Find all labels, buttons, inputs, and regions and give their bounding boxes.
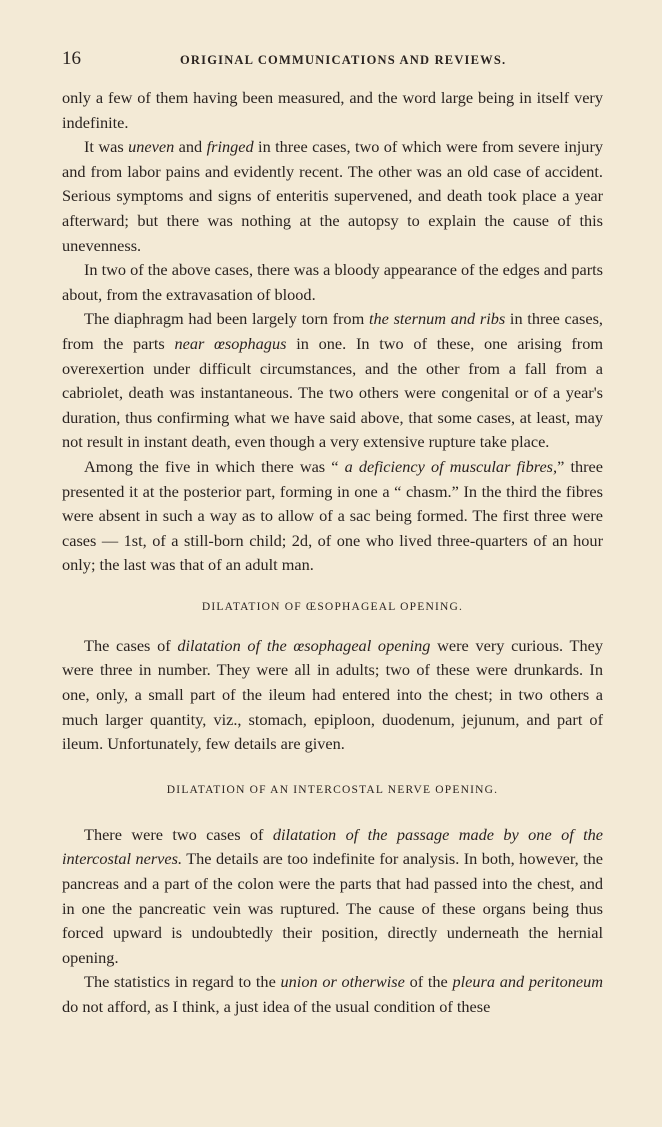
text: in three cases, two of which were from severe injury and from labor pains and evidently recent. The other was an old case of accident. Serious symptoms and signs of enteritis supervened, and death took place a year afterward; but there was nothing at the autopsy to explain the cause of this unevenness. [62, 137, 604, 255]
italic-term: uneven [128, 137, 175, 157]
text: were very curious. They were three in number. They were all in adults; two of these were drunkards. In one, only, a small part of the ileum had entered into the chest; in two others a much larger quantity, viz., stomach, epiploon, duodenum, jejunum, and part of ileum. Unfortunately, few details are given. [62, 635, 603, 754]
paragraph [62, 970, 603, 1019]
page-number: 16 [62, 48, 81, 69]
paragraph [62, 307, 603, 455]
text: and [174, 137, 207, 157]
text: Among the five in which there was “ [84, 456, 345, 476]
paragraph [62, 135, 603, 258]
paragraph [62, 823, 603, 971]
italic-term: dilatation of the œsophageal opening [177, 635, 431, 655]
text: There were two cases of [84, 824, 273, 844]
running-head: ORIGINAL COMMUNICATIONS AND REVIEWS. [180, 53, 507, 67]
text: It was [84, 137, 129, 157]
paragraph [62, 455, 603, 578]
text: The cases of [84, 635, 178, 655]
text: ” three presented it at the posterior part, forming in one a “ chasm.” In the third the fibres were absent in such a way as to allow of a sac being formed. The first three were cases — 1st, of a still-born child; 2d, of one who lived three-quarters of an hour only; the last was that of an adult man. [62, 456, 603, 575]
text: The details are too indefinite for analysis. In both, however, the pancreas and a part of the colon were the parts that had passed into the chest, and in one the pancreatic vein was ruptured. The cause of these organs being thus forced upward is undoubtedly their position, directly underneath the hernial opening. [62, 849, 603, 967]
text: of the [404, 972, 453, 992]
page-body [62, 86, 603, 1020]
paragraph-continued: only a few of them having been measured, and the word large being in itself very indefinite. [62, 88, 603, 132]
section-heading: DILATATION OF ŒSOPHAGEAL OPENING. [201, 600, 464, 613]
page-header [62, 48, 602, 72]
text: do not afford, as I think, a just idea of the usual condition of these [62, 997, 491, 1016]
paragraph [62, 634, 603, 757]
text: The statistics in regard to the [84, 972, 281, 992]
text: The diaphragm had been largely torn from [84, 309, 369, 329]
text: in one. In two of these, one arising from overexertion under difficult circumstances, and the other from a fall from a cabriolet, death was instantaneous. The two others were congenital or of a year's duration, thus confirming what we have said above, that some cases, at least, may not result in instant death, even though a very extensive rupture take place. [62, 333, 603, 452]
italic-term: the sternum and ribs [368, 309, 506, 329]
text: in three cases, from the parts [62, 309, 603, 353]
italic-term: pleura and peritoneum [452, 972, 603, 992]
italic-term: dilatation of the passage made by one of the intercostal nerves. [62, 824, 604, 869]
italic-term: union or otherwise [280, 972, 405, 992]
paragraph: In two of the above cases, there was a bloody appearance of the edges and parts about, from the extravasation of blood. [62, 260, 603, 304]
section-heading: DILATATION OF AN INTERCOSTAL NERVE OPENING. [166, 783, 499, 796]
italic-term: fringed [206, 137, 254, 157]
italic-term: near œsophagus [174, 333, 287, 353]
italic-term: a deficiency of muscular fibres, [344, 456, 558, 476]
